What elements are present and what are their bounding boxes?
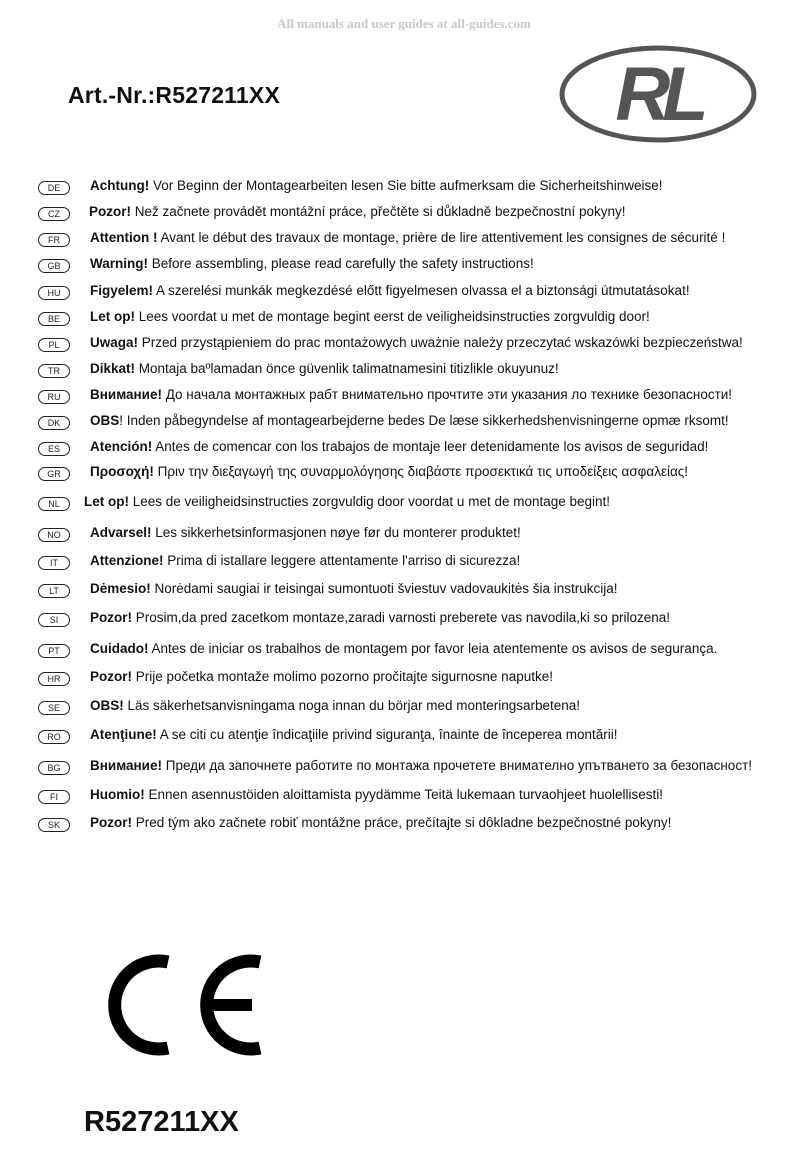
warning-body: Przed przystąpieniem do prac montażowych uważnie należy przeczytać wskazówki bezpieczeństwa! bbox=[138, 335, 743, 350]
warning-row-hu bbox=[0, 283, 808, 307]
warning-label: OBS bbox=[90, 413, 120, 428]
ce-mark bbox=[100, 950, 275, 1060]
warning-text bbox=[89, 204, 626, 219]
warning-row-cz bbox=[0, 204, 808, 228]
warning-body: До начала монтажных рабт внимательно прочтите эти указания ло технике безопасности! bbox=[161, 387, 733, 402]
language-code-badge: HR bbox=[38, 672, 70, 686]
warning-row-pl bbox=[0, 335, 808, 359]
warning-label: Warning! bbox=[90, 256, 148, 271]
warning-body: Ennen asennustöiden aloittamista pyydämme Teitä lukemaan turvaohjeet huolellisesti! bbox=[144, 787, 664, 802]
warning-label: Atenţiune! bbox=[90, 727, 157, 742]
warning-text bbox=[90, 553, 520, 568]
warning-row-tr bbox=[0, 361, 808, 385]
warning-row-ro bbox=[0, 727, 808, 751]
warning-label: Achtung! bbox=[90, 178, 150, 193]
warning-label: Προσοχή! bbox=[90, 464, 154, 479]
warning-text bbox=[90, 758, 752, 773]
language-code-badge: NO bbox=[38, 528, 70, 542]
warning-label: Pozor! bbox=[90, 610, 132, 625]
warning-label: Cuidado! bbox=[90, 641, 149, 656]
warning-text bbox=[90, 256, 534, 271]
warning-body: Pred tým ako začnete robiť montážne práce, prečítajte si dôkladne bezpečnostné pokyny! bbox=[132, 815, 672, 830]
warning-text bbox=[90, 178, 663, 193]
language-code-badge: NL bbox=[38, 497, 70, 511]
warning-label: Attention ! bbox=[90, 230, 158, 245]
language-code-badge: BE bbox=[38, 312, 70, 326]
language-code-badge: GR bbox=[38, 467, 70, 481]
warning-label: Внимание! bbox=[90, 387, 162, 402]
warning-text bbox=[90, 387, 732, 402]
warning-label: Let op! bbox=[84, 494, 129, 509]
warning-body: Prije početka montaže molimo pozorno pročitajte sigurnosne naputke! bbox=[132, 669, 553, 684]
language-code-badge: GB bbox=[38, 259, 70, 273]
language-code-badge: DE bbox=[38, 181, 70, 195]
language-code-badge: FR bbox=[38, 233, 70, 247]
warning-body: Norėdami saugiai ir teisingai sumontuoti šviestuv vadovaukitės šia instrukcija! bbox=[150, 581, 618, 596]
warning-text bbox=[90, 230, 725, 245]
warning-label: Dikkat! bbox=[90, 361, 136, 376]
warning-row-dk bbox=[0, 413, 808, 437]
warning-text bbox=[90, 581, 618, 596]
warning-text bbox=[84, 494, 610, 509]
watermark: All manuals and user guides at all-guides.com bbox=[277, 16, 531, 31]
language-code-badge: TR bbox=[38, 364, 70, 378]
warning-row-se bbox=[0, 698, 808, 722]
warning-label: Attenzione! bbox=[90, 553, 164, 568]
warning-label: Advarsel! bbox=[90, 525, 152, 540]
warning-body: Преди да започнете работите по монтажа прочетете внимателно упътването за безопасност! bbox=[161, 758, 753, 773]
warning-row-fr bbox=[0, 230, 808, 254]
language-code-badge: RO bbox=[38, 730, 70, 744]
language-code-badge: SK bbox=[38, 818, 70, 832]
warning-row-sk bbox=[0, 815, 808, 839]
language-code-badge: PT bbox=[38, 644, 70, 658]
warning-row-gr bbox=[0, 464, 808, 488]
language-code-badge: HU bbox=[38, 286, 70, 300]
warning-row-it bbox=[0, 553, 808, 577]
language-code-badge: CZ bbox=[38, 207, 70, 221]
language-code-badge: IT bbox=[38, 556, 70, 570]
warning-text bbox=[90, 669, 553, 684]
warning-row-gb bbox=[0, 256, 808, 280]
warning-label: OBS! bbox=[90, 698, 124, 713]
warning-row-si bbox=[0, 610, 808, 634]
warning-body: Before assembling, please read carefully the safety instructions! bbox=[148, 256, 534, 271]
warning-text bbox=[90, 361, 559, 376]
warning-body: Les sikkerhetsinformasjonen nøye før du monterer produktet! bbox=[151, 525, 521, 540]
warning-row-es bbox=[0, 439, 808, 463]
warning-text bbox=[90, 413, 729, 428]
warning-label: Dėmesio! bbox=[90, 581, 151, 596]
warning-body: Avant le début des travaux de montage, prière de lire attentivement les consignes de sécurité ! bbox=[157, 230, 726, 245]
warning-row-ru bbox=[0, 387, 808, 411]
warning-text bbox=[90, 309, 650, 324]
warning-label: Atención! bbox=[90, 439, 153, 454]
warning-body: A se citi cu atenţie îndicaţiile privind siguranţa, înainte de începerea montării! bbox=[156, 727, 618, 742]
language-code-badge: ES bbox=[38, 442, 70, 456]
warning-text bbox=[90, 641, 717, 656]
language-code-badge: PL bbox=[38, 338, 70, 352]
warning-body: ! Inden påbegyndelse af montagearbejderne bedes De læse sikkerhedshenvisningerne opmæ rksomt! bbox=[119, 413, 729, 428]
warning-body: Antes de iniciar os trabalhos de montagem por favor leia atentemente os avisos de segurança. bbox=[148, 641, 718, 656]
warning-body: Než začnete provádět montážní práce, přečtěte si důkladně bezpečnostní pokyny! bbox=[131, 204, 626, 219]
warning-label: Pozor! bbox=[89, 204, 131, 219]
language-code-badge: FI bbox=[38, 790, 70, 804]
warning-body: A szerelési munkák megkezdésé előtt figyelmesen olvassa el a biztonsági útmutatásokat! bbox=[153, 283, 690, 298]
warning-row-nl bbox=[0, 494, 808, 518]
warning-row-de bbox=[0, 178, 808, 202]
language-code-badge: DK bbox=[38, 416, 70, 430]
warning-row-bg bbox=[0, 758, 808, 782]
warning-label: Figyelem! bbox=[90, 283, 154, 298]
warning-text bbox=[90, 335, 743, 350]
language-code-badge: SE bbox=[38, 701, 70, 715]
warning-row-fi bbox=[0, 787, 808, 811]
warning-body: Antes de comencar con los trabajos de montaje leer detenidamente los avisos de seguridad! bbox=[152, 439, 709, 454]
warning-row-hr bbox=[0, 669, 808, 693]
warning-row-pt bbox=[0, 641, 808, 665]
warning-body: Vor Beginn der Montagearbeiten lesen Sie bitte aufmerksam die Sicherheitshinweise! bbox=[149, 178, 663, 193]
warning-label: Let op! bbox=[90, 309, 135, 324]
warning-body: Prosim,da pred zacetkom montaze,zaradi varnosti preberete vas navodila,ki so prilozena! bbox=[132, 610, 671, 625]
warning-label: Uwaga! bbox=[90, 335, 139, 350]
warning-label: Внимание! bbox=[90, 758, 162, 773]
warning-text bbox=[90, 464, 688, 479]
warning-row-no bbox=[0, 525, 808, 549]
logo-text: RL bbox=[615, 52, 701, 137]
warning-body: Läs säkerhetsanvisningama noga innan du börjar med monteringsarbetena! bbox=[123, 698, 581, 713]
warning-body: Prima di istallare leggere attentamente l'arriso di sicurezza! bbox=[163, 553, 521, 568]
article-number: Art.-Nr.:R527211XX bbox=[68, 82, 280, 108]
language-code-badge: SI bbox=[38, 613, 70, 627]
language-code-badge: LT bbox=[38, 584, 70, 598]
warning-row-lt bbox=[0, 581, 808, 605]
warning-text bbox=[90, 815, 671, 830]
warning-body: Πριν την διεξαγωγή της συναρμολόγησης διαβάστε προσεκτικά τις υποδείξεις ασφαλείας! bbox=[153, 464, 689, 479]
warning-body: Lees voordat u met de montage begint eerst de veiligheidsinstructies zorgvuldig door! bbox=[135, 309, 650, 324]
warning-label: Pozor! bbox=[90, 815, 132, 830]
warning-text bbox=[90, 727, 618, 742]
product-code: R527211XX bbox=[84, 1106, 239, 1138]
warning-text bbox=[90, 610, 670, 625]
warning-text bbox=[90, 525, 521, 540]
language-code-badge: RU bbox=[38, 390, 70, 404]
warning-text bbox=[90, 787, 663, 802]
warning-label: Huomio! bbox=[90, 787, 145, 802]
language-code-badge: BG bbox=[38, 761, 70, 775]
warning-body: Lees de veiligheidsinstructies zorgvuldig door voordat u met de montage begint! bbox=[129, 494, 611, 509]
warning-body: Montaja baºlamadan önce güvenlik talimatnamesini titizlikle okuyunuz! bbox=[135, 361, 559, 376]
warning-text bbox=[90, 698, 580, 713]
warning-label: Pozor! bbox=[90, 669, 132, 684]
warning-row-be bbox=[0, 309, 808, 333]
warning-text bbox=[90, 439, 708, 454]
warning-text bbox=[90, 283, 690, 298]
